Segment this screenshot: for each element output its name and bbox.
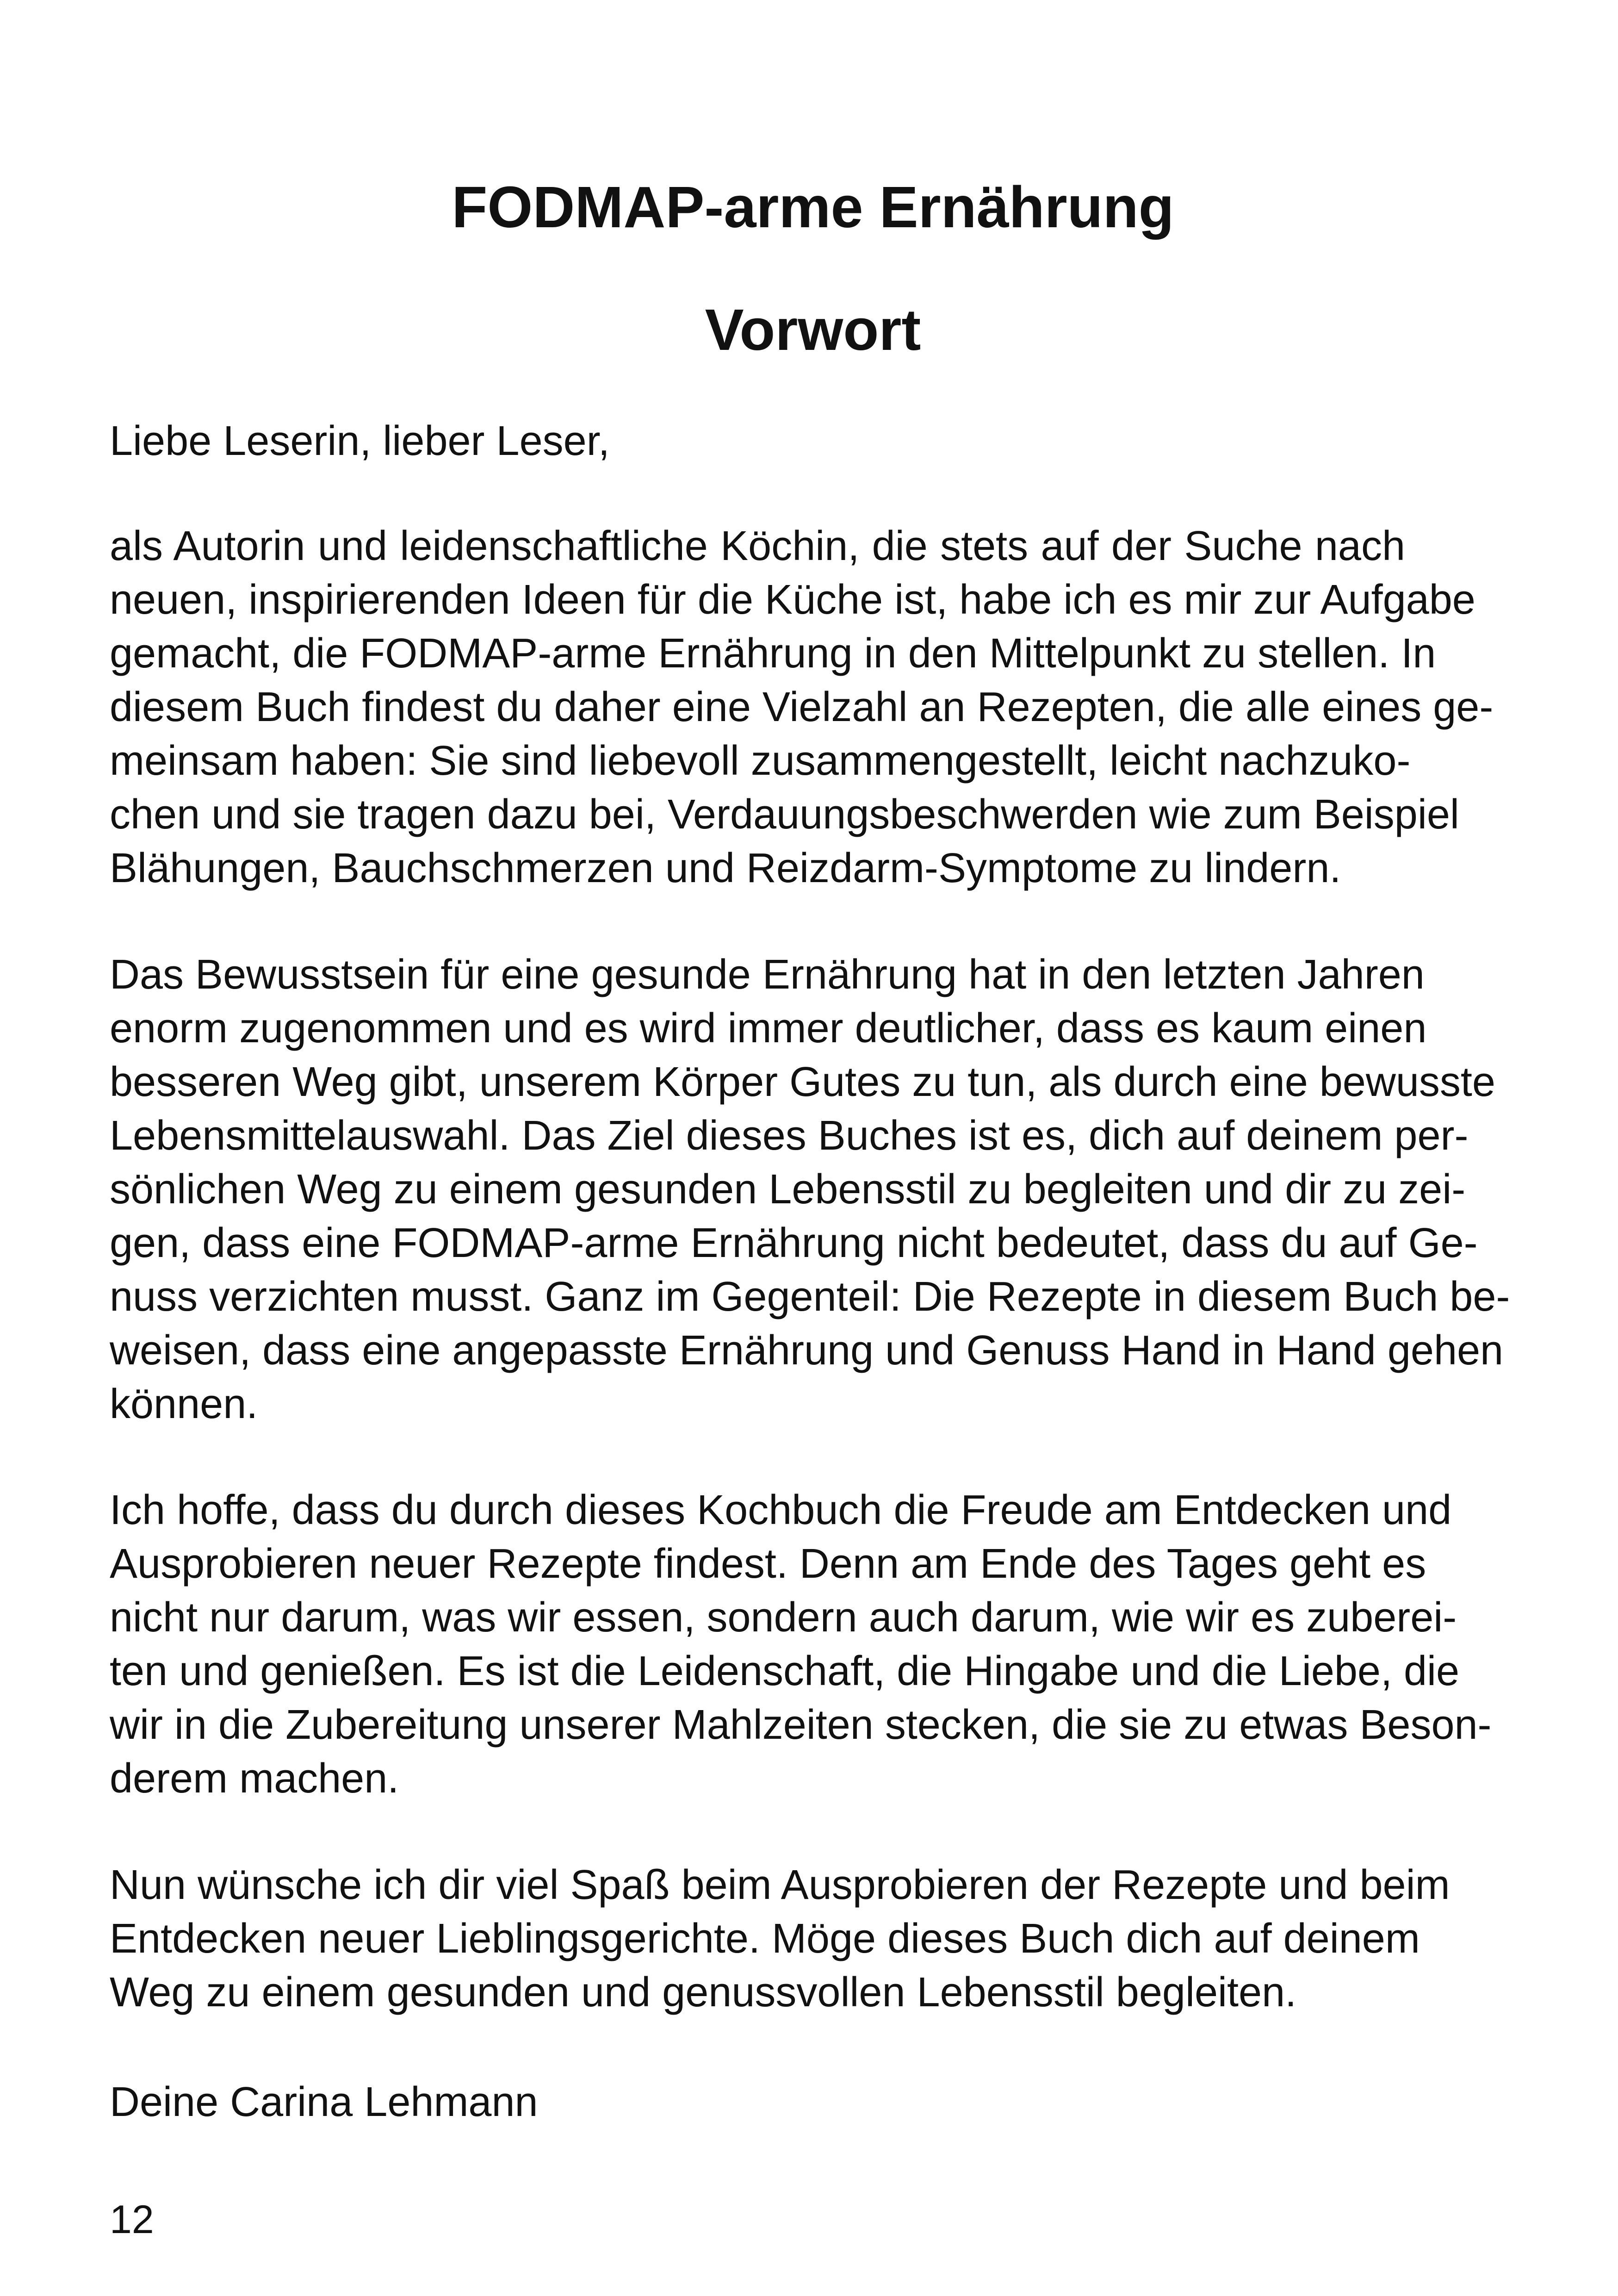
text-line: ten und genießen. Es ist die Leidenschaft, die Hingabe und die Liebe, die	[110, 1648, 1460, 1694]
text-line: Weg zu einem gesunden und genussvollen Lebensstil begleiten.	[110, 1969, 1297, 2016]
text-line: nuss verzichten musst. Ganz im Gegenteil: Die Rezepte in diesem Buch be-	[110, 1274, 1510, 1320]
text-line: diesem Buch findest du daher eine Vielzahl an Rezepten, die alle eines ge-	[110, 684, 1494, 730]
text-line: derem machen.	[110, 1755, 399, 1802]
paragraph-3	[110, 1483, 1492, 1805]
paragraph-1	[110, 519, 1494, 895]
text-line: können.	[110, 1381, 258, 1427]
text-line: Ausprobieren neuer Rezepte findest. Denn am Ende des Tages geht es	[110, 1541, 1426, 1587]
text-line: enorm zugenommen und es wird immer deutlicher, dass es kaum einen	[110, 1005, 1427, 1052]
text-line: Nun wünsche ich dir viel Spaß beim Ausprobieren der Rezepte und beim	[110, 1862, 1450, 1908]
text-line: nicht nur darum, was wir essen, sondern auch darum, wie wir es zuberei-	[110, 1594, 1457, 1641]
signature: Deine Carina Lehmann	[110, 2079, 538, 2125]
text-line: Blähungen, Bauchschmerzen und Reizdarm-Symptome zu lindern.	[110, 845, 1341, 891]
text-line: meinsam haben: Sie sind liebevoll zusammengestellt, leicht nachzuko-	[110, 738, 1411, 784]
text-line: chen und sie tragen dazu bei, Verdauungsbeschwerden wie zum Beispiel	[110, 791, 1459, 838]
paragraph-4	[110, 1858, 1450, 2019]
text-line: besseren Weg gibt, unserem Körper Gutes zu tun, als durch eine bewusste	[110, 1059, 1495, 1105]
text-line: gemacht, die FODMAP-arme Ernährung in den Mittelpunkt zu stellen. In	[110, 630, 1436, 677]
paragraph-2	[110, 948, 1510, 1431]
text-line: gen, dass eine FODMAP-arme Ernährung nicht bedeutet, dass du auf Ge-	[110, 1220, 1478, 1266]
text-line: Entdecken neuer Lieblingsgerichte. Möge dieses Buch dich auf deinem	[110, 1916, 1420, 1962]
text-line: neuen, inspirierenden Ideen für die Küche ist, habe ich es mir zur Aufgabe	[110, 577, 1475, 623]
section-heading: Vorwort	[705, 297, 921, 362]
salutation: Liebe Leserin, lieber Leser,	[110, 418, 610, 464]
page-title: FODMAP-arme Ernährung	[452, 174, 1174, 240]
text-line: Lebensmittelauswahl. Das Ziel dieses Buches ist es, dich auf deinem per-	[110, 1113, 1469, 1159]
text-line: sönlichen Weg zu einem gesunden Lebensstil zu begleiten und dir zu zei-	[110, 1166, 1466, 1213]
text-line: wir in die Zubereitung unserer Mahlzeiten stecken, die sie zu etwas Beson-	[110, 1702, 1492, 1748]
text-line: Ich hoffe, dass du durch dieses Kochbuch die Freude am Entdecken und	[110, 1487, 1452, 1533]
text-line: weisen, dass eine angepasste Ernährung und Genuss Hand in Hand gehen	[110, 1327, 1504, 1374]
text-line: als Autorin und leidenschaftliche Köchin, die stets auf der Suche nach	[110, 523, 1405, 569]
text-line: Das Bewusstsein für eine gesunde Ernährung hat in den letzten Jahren	[110, 952, 1425, 998]
page-number: 12	[110, 2197, 154, 2242]
